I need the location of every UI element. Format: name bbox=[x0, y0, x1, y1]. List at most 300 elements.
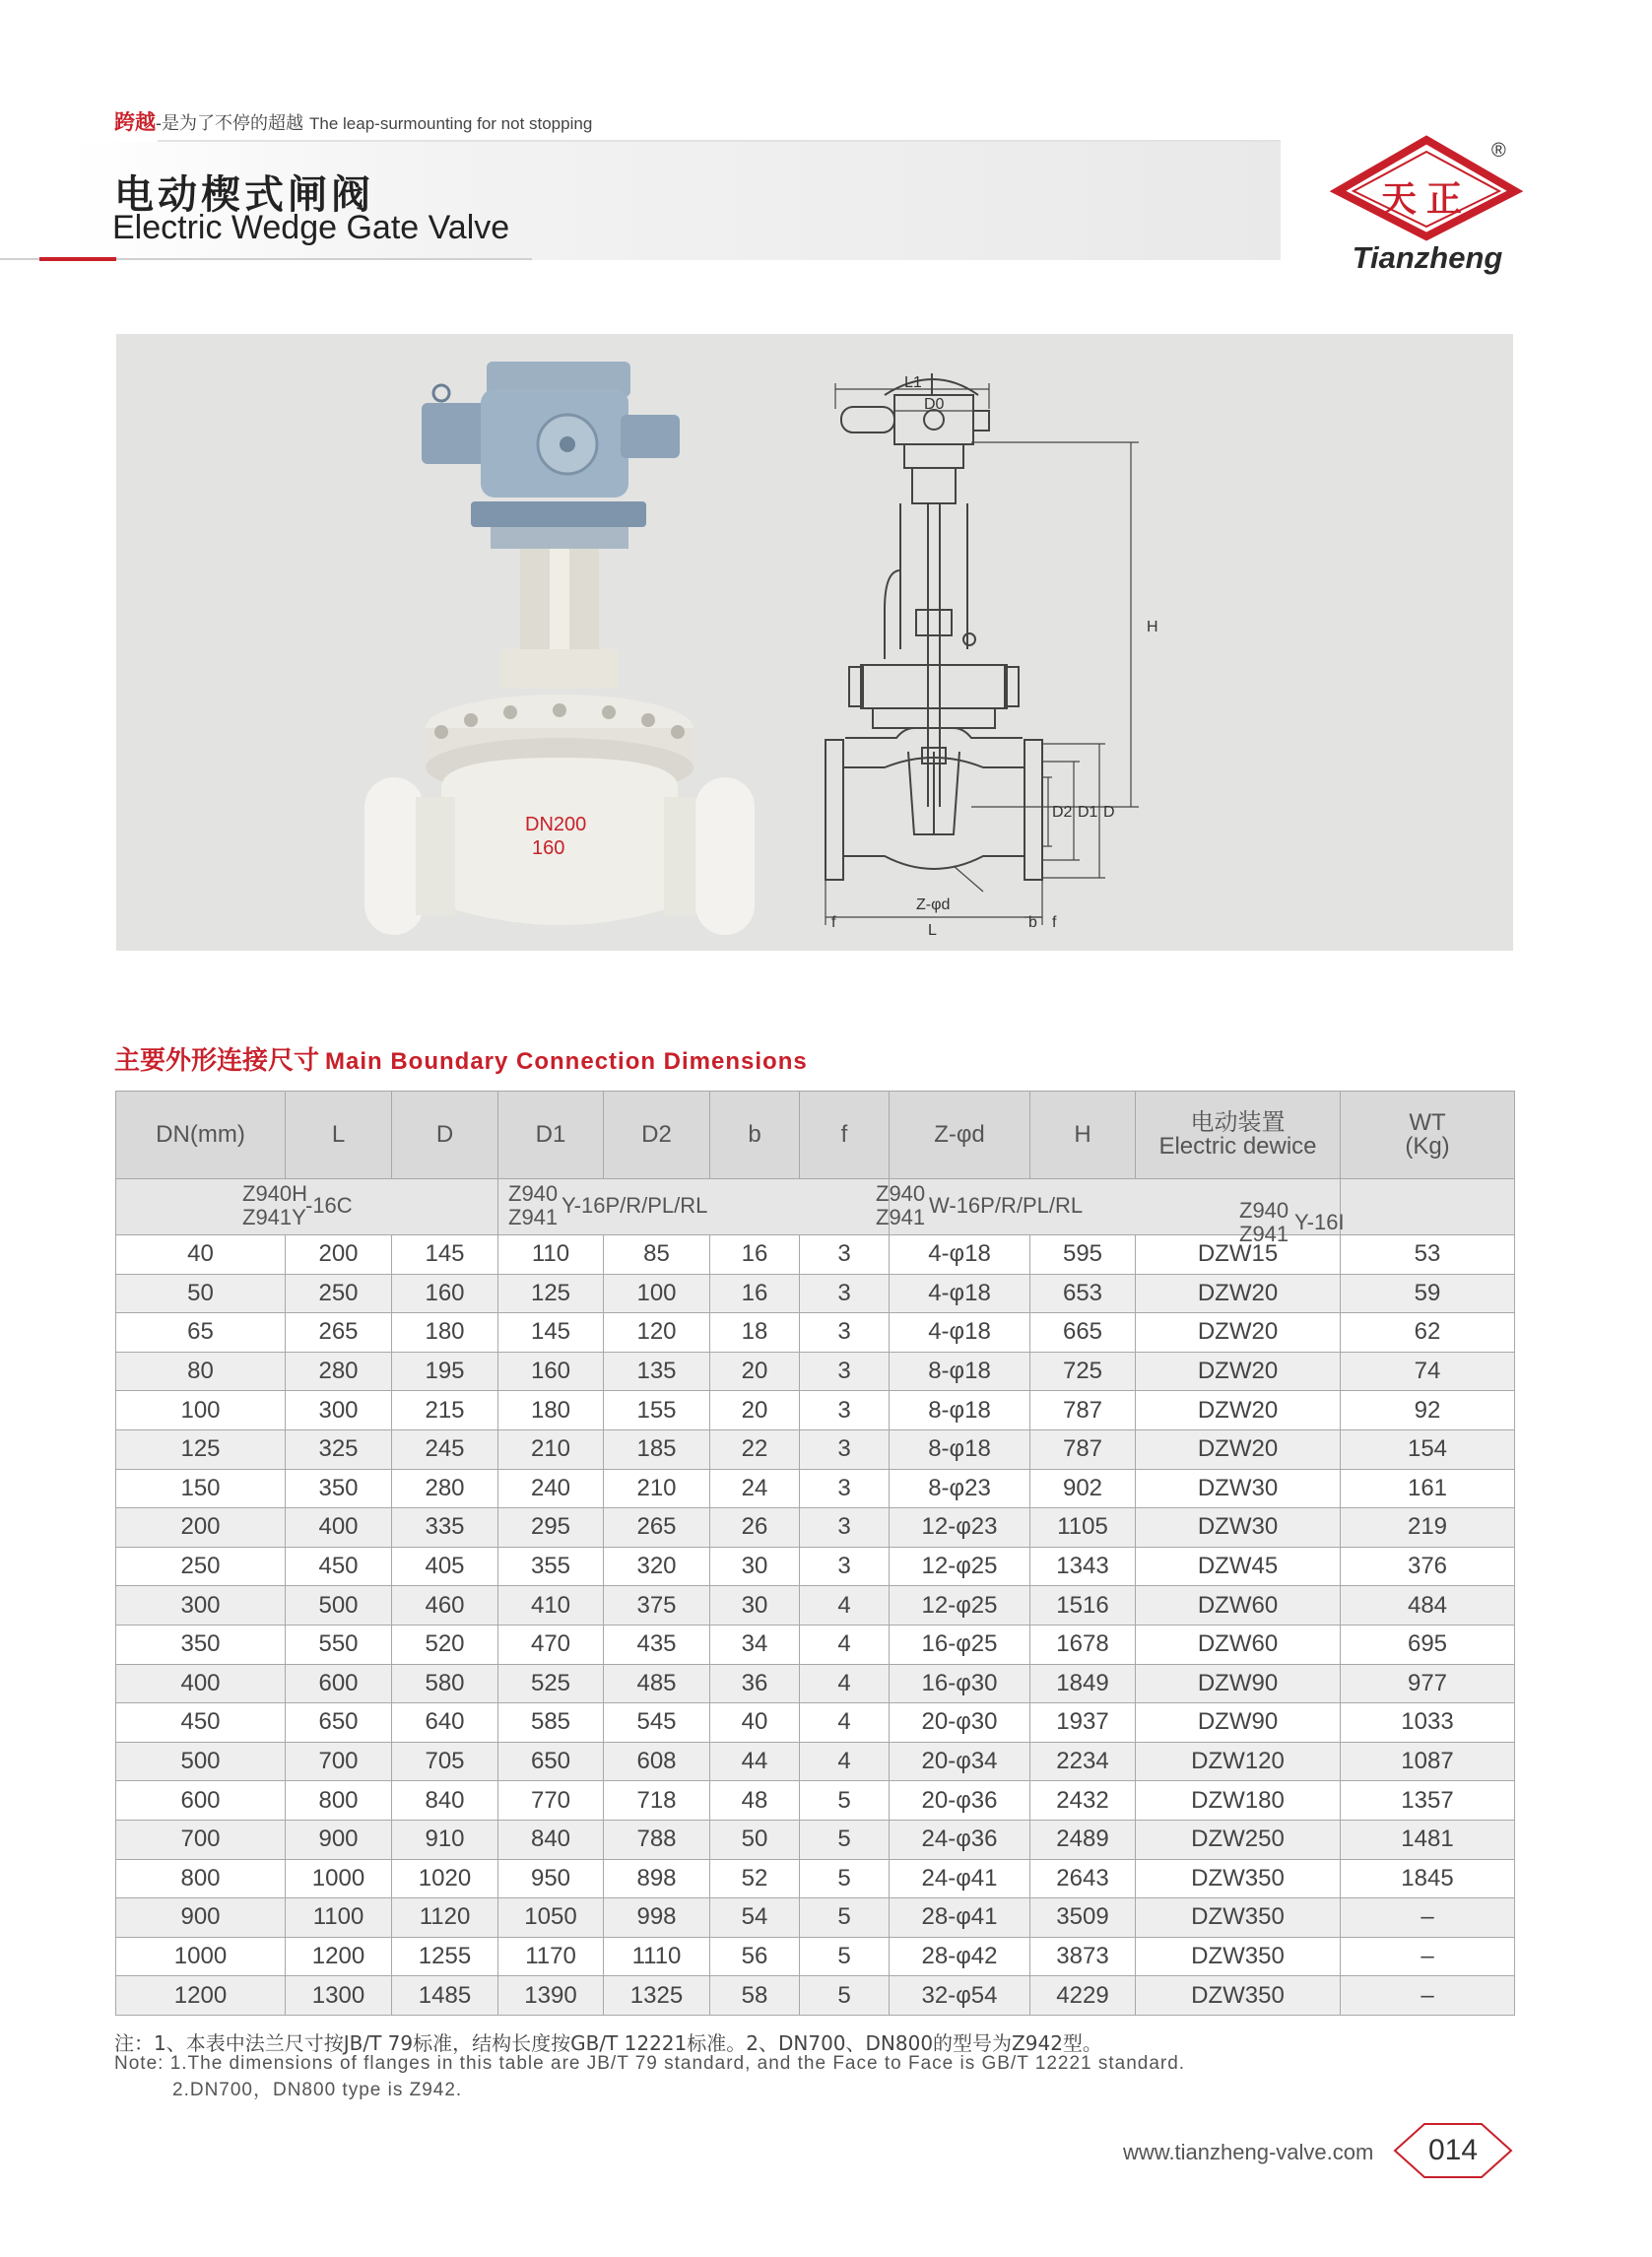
cell-wt: 1033 bbox=[1341, 1703, 1515, 1743]
table-row bbox=[116, 1937, 1515, 1976]
table-header-row bbox=[116, 1092, 1515, 1179]
slogan-en: The leap-surmounting for not stopping bbox=[309, 114, 593, 133]
cell-z-phi-d: 12-φ25 bbox=[890, 1586, 1030, 1626]
cell-wt: 59 bbox=[1341, 1274, 1515, 1313]
table-row bbox=[116, 1469, 1515, 1508]
cell-d: 160 bbox=[392, 1274, 498, 1313]
cell-z-phi-d: 20-φ34 bbox=[890, 1742, 1030, 1781]
cell-d1: 355 bbox=[498, 1547, 604, 1586]
cell-l: 1100 bbox=[286, 1898, 392, 1938]
page-title-cn: 电动楔式闸阀 bbox=[114, 172, 374, 218]
dim-label-l: L bbox=[928, 922, 937, 939]
cell-dn: 50 bbox=[116, 1274, 286, 1313]
page-number: 014 bbox=[1427, 2134, 1479, 2166]
cell-wt: – bbox=[1341, 1898, 1515, 1938]
cell-z-phi-d: 12-φ25 bbox=[890, 1547, 1030, 1586]
cell-dn: 1200 bbox=[116, 1976, 286, 2016]
cell-l: 650 bbox=[286, 1703, 392, 1743]
cell-f: 5 bbox=[800, 1976, 890, 2016]
cell-l: 500 bbox=[286, 1586, 392, 1626]
cell-device: DZW350 bbox=[1136, 1898, 1341, 1938]
cell-h: 3873 bbox=[1030, 1937, 1136, 1976]
cell-h: 2489 bbox=[1030, 1820, 1136, 1859]
dim-label-d2: D2 bbox=[1052, 804, 1073, 821]
cell-l: 400 bbox=[286, 1508, 392, 1548]
table-row bbox=[116, 1859, 1515, 1898]
cell-f: 4 bbox=[800, 1625, 890, 1664]
cell-d: 280 bbox=[392, 1469, 498, 1508]
table-row bbox=[116, 1586, 1515, 1626]
cell-d: 840 bbox=[392, 1781, 498, 1821]
brand-logo bbox=[1330, 134, 1527, 282]
registered-mark: ® bbox=[1491, 140, 1506, 162]
cell-dn: 500 bbox=[116, 1742, 286, 1781]
cell-d: 910 bbox=[392, 1820, 498, 1859]
section-title bbox=[114, 1040, 808, 1077]
cell-d1: 240 bbox=[498, 1469, 604, 1508]
cell-h: 787 bbox=[1030, 1391, 1136, 1430]
cell-wt: 74 bbox=[1341, 1352, 1515, 1391]
cell-b: 30 bbox=[710, 1586, 800, 1626]
table-row bbox=[116, 1664, 1515, 1703]
logo-text-cn: 天正 bbox=[1380, 178, 1472, 220]
table-row bbox=[116, 1391, 1515, 1430]
cell-wt: 376 bbox=[1341, 1547, 1515, 1586]
cell-b: 16 bbox=[710, 1274, 800, 1313]
cell-device: DZW350 bbox=[1136, 1937, 1341, 1976]
cell-z-phi-d: 4-φ18 bbox=[890, 1274, 1030, 1313]
cell-device: DZW20 bbox=[1136, 1313, 1341, 1353]
logo-text-en: Tianzheng bbox=[1352, 240, 1503, 275]
cell-dn: 900 bbox=[116, 1898, 286, 1938]
cell-b: 50 bbox=[710, 1820, 800, 1859]
cell-f: 3 bbox=[800, 1274, 890, 1313]
cell-d: 1255 bbox=[392, 1937, 498, 1976]
table-body bbox=[116, 1235, 1515, 2016]
cell-l: 250 bbox=[286, 1274, 392, 1313]
cell-dn: 600 bbox=[116, 1781, 286, 1821]
cell-device: DZW250 bbox=[1136, 1820, 1341, 1859]
table-row bbox=[116, 1235, 1515, 1275]
model-4-top: Z940 bbox=[1239, 1198, 1289, 1223]
wt-header-unit: (Kg) bbox=[1405, 1133, 1450, 1160]
dim-label-b: b bbox=[1028, 914, 1037, 931]
cell-h: 1678 bbox=[1030, 1625, 1136, 1664]
cell-l: 200 bbox=[286, 1235, 392, 1275]
cell-d: 580 bbox=[392, 1664, 498, 1703]
model-3-top: Z940 bbox=[876, 1181, 926, 1206]
cell-f: 5 bbox=[800, 1781, 890, 1821]
cell-d1: 525 bbox=[498, 1664, 604, 1703]
cell-f: 4 bbox=[800, 1664, 890, 1703]
cell-z-phi-d: 4-φ18 bbox=[890, 1235, 1030, 1275]
cell-d1: 110 bbox=[498, 1235, 604, 1275]
cell-d: 1020 bbox=[392, 1859, 498, 1898]
cell-wt: 154 bbox=[1341, 1429, 1515, 1469]
cell-b: 44 bbox=[710, 1742, 800, 1781]
cell-d1: 295 bbox=[498, 1508, 604, 1548]
cell-d1: 210 bbox=[498, 1429, 604, 1469]
cell-wt: 53 bbox=[1341, 1235, 1515, 1275]
cell-f: 3 bbox=[800, 1313, 890, 1353]
cell-h: 1849 bbox=[1030, 1664, 1136, 1703]
photo-marking-pn: 160 bbox=[532, 837, 565, 859]
cell-d1: 410 bbox=[498, 1586, 604, 1626]
cell-d: 405 bbox=[392, 1547, 498, 1586]
cell-d2: 100 bbox=[604, 1274, 710, 1313]
cell-dn: 125 bbox=[116, 1429, 286, 1469]
cell-l: 550 bbox=[286, 1625, 392, 1664]
cell-b: 24 bbox=[710, 1469, 800, 1508]
table-row bbox=[116, 1547, 1515, 1586]
cell-h: 1516 bbox=[1030, 1586, 1136, 1626]
cell-d1: 180 bbox=[498, 1391, 604, 1430]
col-header-l: L bbox=[286, 1092, 392, 1179]
cell-b: 48 bbox=[710, 1781, 800, 1821]
cell-wt: 62 bbox=[1341, 1313, 1515, 1353]
table-row bbox=[116, 1976, 1515, 2016]
cell-d: 1485 bbox=[392, 1976, 498, 2016]
cell-b: 56 bbox=[710, 1937, 800, 1976]
cell-wt: 695 bbox=[1341, 1625, 1515, 1664]
cell-d: 145 bbox=[392, 1235, 498, 1275]
cell-d: 195 bbox=[392, 1352, 498, 1391]
cell-d1: 585 bbox=[498, 1703, 604, 1743]
cell-l: 1300 bbox=[286, 1976, 392, 2016]
section-title-cn: 主要外形连接尺寸 bbox=[114, 1045, 320, 1075]
cell-dn: 200 bbox=[116, 1508, 286, 1548]
cell-b: 16 bbox=[710, 1235, 800, 1275]
cell-f: 3 bbox=[800, 1429, 890, 1469]
cell-dn: 450 bbox=[116, 1703, 286, 1743]
valve-photo bbox=[363, 354, 796, 945]
website-url: www.tianzheng-valve.com bbox=[1123, 2140, 1374, 2164]
device-header-en: Electric dewice bbox=[1158, 1133, 1317, 1160]
cell-d: 215 bbox=[392, 1391, 498, 1430]
cell-b: 26 bbox=[710, 1508, 800, 1548]
table-row bbox=[116, 1703, 1515, 1743]
cell-l: 800 bbox=[286, 1781, 392, 1821]
page-number-badge bbox=[1391, 2120, 1515, 2181]
cell-z-phi-d: 8-φ18 bbox=[890, 1391, 1030, 1430]
dim-label-z-phi-d: Z-φd bbox=[916, 896, 951, 913]
slogan-cn: -是为了不停的超越 bbox=[156, 113, 303, 133]
cell-device: DZW90 bbox=[1136, 1664, 1341, 1703]
cell-dn: 400 bbox=[116, 1664, 286, 1703]
cell-b: 36 bbox=[710, 1664, 800, 1703]
note-en-line1: Note: 1.The dimensions of flanges in this table are JB/T 79 standard, and the Face to Face is GB/T 12221 standard. bbox=[114, 2053, 1186, 2074]
dim-label-f-left: f bbox=[831, 914, 836, 931]
page-title-en: Electric Wedge Gate Valve bbox=[112, 209, 510, 246]
cell-d1: 950 bbox=[498, 1859, 604, 1898]
cell-d: 705 bbox=[392, 1742, 498, 1781]
cell-f: 3 bbox=[800, 1547, 890, 1586]
model-group-4-spacer bbox=[1341, 1179, 1515, 1235]
cell-d1: 1050 bbox=[498, 1898, 604, 1938]
cell-d: 245 bbox=[392, 1429, 498, 1469]
cell-device: DZW20 bbox=[1136, 1391, 1341, 1430]
cell-wt: 977 bbox=[1341, 1664, 1515, 1703]
cell-wt: 1845 bbox=[1341, 1859, 1515, 1898]
product-image-panel bbox=[116, 334, 1513, 951]
col-header-b: b bbox=[710, 1092, 800, 1179]
cell-l: 900 bbox=[286, 1820, 392, 1859]
cell-z-phi-d: 28-φ42 bbox=[890, 1937, 1030, 1976]
cell-h: 2432 bbox=[1030, 1781, 1136, 1821]
cell-d2: 210 bbox=[604, 1469, 710, 1508]
note-cn: 注：1、本表中法兰尺寸按JB/T 79标准，结构长度按GB/T 12221标准。2、DN700、DN800的型号为Z942型。 bbox=[114, 2031, 1102, 2055]
cell-device: DZW30 bbox=[1136, 1469, 1341, 1508]
cell-z-phi-d: 24-φ36 bbox=[890, 1820, 1030, 1859]
cell-d2: 545 bbox=[604, 1703, 710, 1743]
cell-dn: 300 bbox=[116, 1586, 286, 1626]
col-header-f: f bbox=[800, 1092, 890, 1179]
cell-wt: 1481 bbox=[1341, 1820, 1515, 1859]
cell-d1: 160 bbox=[498, 1352, 604, 1391]
cell-h: 1343 bbox=[1030, 1547, 1136, 1586]
cell-f: 5 bbox=[800, 1937, 890, 1976]
cell-dn: 350 bbox=[116, 1625, 286, 1664]
cell-dn: 80 bbox=[116, 1352, 286, 1391]
cell-device: DZW30 bbox=[1136, 1508, 1341, 1548]
cell-l: 600 bbox=[286, 1664, 392, 1703]
cell-f: 5 bbox=[800, 1898, 890, 1938]
cell-d1: 145 bbox=[498, 1313, 604, 1353]
note-en-line2: 2.DN700，DN800 type is Z942. bbox=[172, 2080, 463, 2100]
cell-f: 3 bbox=[800, 1469, 890, 1508]
cell-d: 640 bbox=[392, 1703, 498, 1743]
cell-h: 2643 bbox=[1030, 1859, 1136, 1898]
cell-z-phi-d: 4-φ18 bbox=[890, 1313, 1030, 1353]
cell-d1: 470 bbox=[498, 1625, 604, 1664]
col-header-device bbox=[1136, 1092, 1341, 1179]
cell-f: 4 bbox=[800, 1703, 890, 1743]
table-row bbox=[116, 1352, 1515, 1391]
cell-h: 787 bbox=[1030, 1429, 1136, 1469]
wt-header: WT bbox=[1409, 1109, 1446, 1136]
cell-device: DZW90 bbox=[1136, 1703, 1341, 1743]
cell-device: DZW20 bbox=[1136, 1429, 1341, 1469]
cell-b: 18 bbox=[710, 1313, 800, 1353]
slogan bbox=[114, 106, 592, 136]
cell-b: 22 bbox=[710, 1429, 800, 1469]
col-header-h: H bbox=[1030, 1092, 1136, 1179]
dim-label-f-right: f bbox=[1052, 914, 1057, 931]
dim-label-d1: D1 bbox=[1078, 804, 1098, 821]
cell-d2: 608 bbox=[604, 1742, 710, 1781]
cell-l: 300 bbox=[286, 1391, 392, 1430]
cell-d2: 135 bbox=[604, 1352, 710, 1391]
cell-z-phi-d: 32-φ54 bbox=[890, 1976, 1030, 2016]
table-row bbox=[116, 1781, 1515, 1821]
title-accent-line bbox=[39, 257, 116, 261]
cell-device: DZW350 bbox=[1136, 1859, 1341, 1898]
model-group-1 bbox=[116, 1179, 498, 1235]
cell-z-phi-d: 8-φ23 bbox=[890, 1469, 1030, 1508]
cell-b: 58 bbox=[710, 1976, 800, 2016]
cell-f: 4 bbox=[800, 1586, 890, 1626]
cell-f: 5 bbox=[800, 1859, 890, 1898]
valve-dimension-drawing bbox=[806, 354, 1417, 945]
cell-d1: 840 bbox=[498, 1820, 604, 1859]
cell-dn: 1000 bbox=[116, 1937, 286, 1976]
cell-wt: 484 bbox=[1341, 1586, 1515, 1626]
cell-l: 1200 bbox=[286, 1937, 392, 1976]
cell-device: DZW20 bbox=[1136, 1274, 1341, 1313]
cell-z-phi-d: 20-φ30 bbox=[890, 1703, 1030, 1743]
cell-b: 52 bbox=[710, 1859, 800, 1898]
model-1-top: Z940H bbox=[242, 1181, 308, 1206]
dim-label-d: D bbox=[1103, 804, 1115, 821]
dim-label-d0: D0 bbox=[924, 396, 945, 413]
cell-l: 280 bbox=[286, 1352, 392, 1391]
cell-h: 1105 bbox=[1030, 1508, 1136, 1548]
cell-d2: 788 bbox=[604, 1820, 710, 1859]
model-4-bottom: Z941 bbox=[1239, 1222, 1289, 1246]
cell-d2: 718 bbox=[604, 1781, 710, 1821]
cell-d2: 85 bbox=[604, 1235, 710, 1275]
cell-l: 700 bbox=[286, 1742, 392, 1781]
cell-dn: 100 bbox=[116, 1391, 286, 1430]
cell-h: 665 bbox=[1030, 1313, 1136, 1353]
cell-d2: 435 bbox=[604, 1625, 710, 1664]
cell-f: 3 bbox=[800, 1352, 890, 1391]
cell-b: 20 bbox=[710, 1391, 800, 1430]
cell-device: DZW60 bbox=[1136, 1586, 1341, 1626]
cell-z-phi-d: 16-φ25 bbox=[890, 1625, 1030, 1664]
cell-d2: 320 bbox=[604, 1547, 710, 1586]
cell-h: 653 bbox=[1030, 1274, 1136, 1313]
cell-h: 3509 bbox=[1030, 1898, 1136, 1938]
model-group-2 bbox=[498, 1179, 890, 1235]
cell-dn: 800 bbox=[116, 1859, 286, 1898]
table-row bbox=[116, 1898, 1515, 1938]
cell-z-phi-d: 8-φ18 bbox=[890, 1429, 1030, 1469]
cell-z-phi-d: 28-φ41 bbox=[890, 1898, 1030, 1938]
cell-f: 3 bbox=[800, 1508, 890, 1548]
cell-f: 3 bbox=[800, 1235, 890, 1275]
table-row bbox=[116, 1820, 1515, 1859]
cell-wt: 1087 bbox=[1341, 1742, 1515, 1781]
cell-device: DZW350 bbox=[1136, 1976, 1341, 2016]
cell-h: 4229 bbox=[1030, 1976, 1136, 2016]
slogan-cn-bold: 跨越 bbox=[114, 111, 156, 134]
cell-d1: 650 bbox=[498, 1742, 604, 1781]
cell-wt: 92 bbox=[1341, 1391, 1515, 1430]
cell-l: 265 bbox=[286, 1313, 392, 1353]
cell-h: 725 bbox=[1030, 1352, 1136, 1391]
cell-d2: 155 bbox=[604, 1391, 710, 1430]
table-row bbox=[116, 1313, 1515, 1353]
cell-z-phi-d: 20-φ36 bbox=[890, 1781, 1030, 1821]
cell-d2: 998 bbox=[604, 1898, 710, 1938]
cell-b: 54 bbox=[710, 1898, 800, 1938]
table-row bbox=[116, 1508, 1515, 1548]
cell-b: 40 bbox=[710, 1703, 800, 1743]
cell-z-phi-d: 16-φ30 bbox=[890, 1664, 1030, 1703]
cell-f: 5 bbox=[800, 1820, 890, 1859]
cell-device: DZW15 bbox=[1136, 1235, 1341, 1275]
cell-dn: 700 bbox=[116, 1820, 286, 1859]
cell-d: 180 bbox=[392, 1313, 498, 1353]
cell-b: 30 bbox=[710, 1547, 800, 1586]
cell-h: 902 bbox=[1030, 1469, 1136, 1508]
photo-marking-dn: DN200 bbox=[525, 814, 587, 835]
cell-device: DZW180 bbox=[1136, 1781, 1341, 1821]
cell-z-phi-d: 8-φ18 bbox=[890, 1352, 1030, 1391]
table-row bbox=[116, 1429, 1515, 1469]
cell-l: 350 bbox=[286, 1469, 392, 1508]
cell-wt: 219 bbox=[1341, 1508, 1515, 1548]
col-header-d1: D1 bbox=[498, 1092, 604, 1179]
cell-b: 20 bbox=[710, 1352, 800, 1391]
model-3-bottom: Z941 bbox=[876, 1205, 926, 1229]
cell-dn: 65 bbox=[116, 1313, 286, 1353]
cell-dn: 250 bbox=[116, 1547, 286, 1586]
device-header-cn: 电动装置 bbox=[1190, 1109, 1286, 1136]
section-title-en: Main Boundary Connection Dimensions bbox=[325, 1048, 808, 1075]
table-row bbox=[116, 1274, 1515, 1313]
cell-dn: 40 bbox=[116, 1235, 286, 1275]
model-1-suffix: -16C bbox=[305, 1193, 353, 1218]
model-4-suffix: Y-16I bbox=[1294, 1210, 1345, 1234]
cell-wt: 1357 bbox=[1341, 1781, 1515, 1821]
cell-b: 34 bbox=[710, 1625, 800, 1664]
cell-d: 335 bbox=[392, 1508, 498, 1548]
model-2-top: Z940 bbox=[508, 1181, 559, 1206]
model-2-bottom: Z941 bbox=[508, 1205, 559, 1229]
cell-d2: 485 bbox=[604, 1664, 710, 1703]
cell-d2: 1110 bbox=[604, 1937, 710, 1976]
cell-wt: 161 bbox=[1341, 1469, 1515, 1508]
cell-f: 3 bbox=[800, 1391, 890, 1430]
cell-device: DZW20 bbox=[1136, 1352, 1341, 1391]
cell-d2: 898 bbox=[604, 1859, 710, 1898]
cell-d1: 125 bbox=[498, 1274, 604, 1313]
cell-f: 4 bbox=[800, 1742, 890, 1781]
model-3-suffix: W-16P/R/PL/RL bbox=[929, 1193, 1084, 1218]
cell-h: 1937 bbox=[1030, 1703, 1136, 1743]
cell-z-phi-d: 24-φ41 bbox=[890, 1859, 1030, 1898]
cell-h: 2234 bbox=[1030, 1742, 1136, 1781]
cell-l: 450 bbox=[286, 1547, 392, 1586]
model-1-bottom: Z941Y bbox=[242, 1205, 306, 1229]
cell-wt: – bbox=[1341, 1976, 1515, 2016]
col-header-dn: DN(mm) bbox=[116, 1092, 286, 1179]
cell-z-phi-d: 12-φ23 bbox=[890, 1508, 1030, 1548]
cell-d2: 120 bbox=[604, 1313, 710, 1353]
cell-d1: 1390 bbox=[498, 1976, 604, 2016]
cell-d: 520 bbox=[392, 1625, 498, 1664]
col-header-z-phi-d: Z-φd bbox=[890, 1092, 1030, 1179]
cell-device: DZW45 bbox=[1136, 1547, 1341, 1586]
cell-d: 460 bbox=[392, 1586, 498, 1626]
col-header-d2: D2 bbox=[604, 1092, 710, 1179]
table-row bbox=[116, 1625, 1515, 1664]
cell-d2: 185 bbox=[604, 1429, 710, 1469]
cell-l: 325 bbox=[286, 1429, 392, 1469]
cell-device: DZW60 bbox=[1136, 1625, 1341, 1664]
cell-device: DZW120 bbox=[1136, 1742, 1341, 1781]
cell-h: 595 bbox=[1030, 1235, 1136, 1275]
cell-d2: 1325 bbox=[604, 1976, 710, 2016]
cell-d: 1120 bbox=[392, 1898, 498, 1938]
dim-label-h: H bbox=[1147, 619, 1158, 635]
cell-l: 1000 bbox=[286, 1859, 392, 1898]
cell-d1: 770 bbox=[498, 1781, 604, 1821]
cell-d2: 375 bbox=[604, 1586, 710, 1626]
dim-label-l1: L1 bbox=[904, 374, 922, 391]
